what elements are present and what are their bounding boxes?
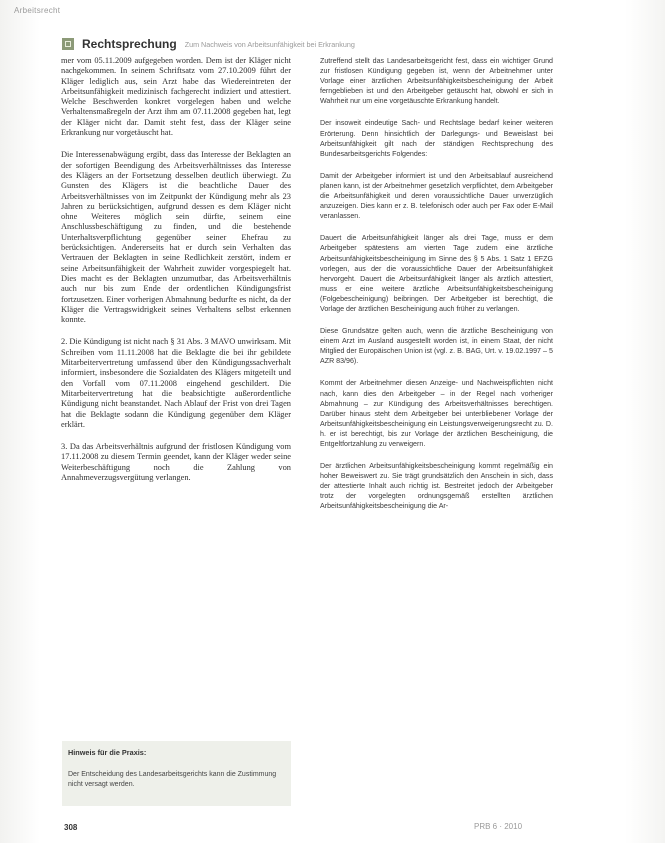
right-paragraph-3: Damit der Arbeitgeber informiert ist und den Arbeitsablauf ausreichend planen kann, ist der Arbeitnehmer gesetzlich verpflichtet, dem Arbeitgeber die Arbeitsunfähigkeit und deren voraussichtliche Dauer unverzüglich anzuzeigen. Dies kann er z. B. telefonisch oder auch per Fax oder E-Mail veranlassen. — [320, 171, 553, 221]
left-paragraph-3: 2. Die Kündigung ist nicht nach § 31 Abs. 3 MAVO unwirksam. Mit Schreiben vom 11.11.2008 hat die Beklagte die bei ihr gebildete Mitarbeitervertretung umfassend über den Kündigungssachverhalt informiert, insbesondere die Sozialdaten des Klägers mitgeteilt und den Vorfall vom 07.11.2008 eingehend geschildert. Die Mitarbeitervertretung hat die beabsichtigte außerordentliche Kündigung nicht beanstandet. Nach Ablauf der Frist von drei Tagen hat die Beklagte sodann die Kündigung gegenüber dem Kläger erklärt. — [61, 337, 291, 429]
right-paragraph-6: Kommt der Arbeitnehmer diesen Anzeige- und Nachweispflichten nicht nach, kann dies den Arbeitgeber – in der Regel nach vorheriger Abmahnung – zur Kündigung des Arbeitsverhältnisses berechtigen. Darüber hinaus steht dem Arbeitgeber bei unterbliebener Vorlage der Arbeitsunfähigkeitsbescheinigung ein Leistungsverweigerungsrecht zu. D. h. er ist berechtigt, bis zur Vorlage der ärztlichen Bescheinigung, die Entgeltfortzahlung zu verweigern. — [320, 379, 553, 448]
page-number: 308 — [64, 823, 78, 832]
hint-text: Der Entscheidung des Landesarbeitsgerichts kann die Zustimmung nicht versagt werden. — [68, 771, 277, 788]
header-title: Rechtsprechung — [82, 37, 177, 51]
right-column — [320, 56, 553, 524]
left-column — [61, 56, 291, 495]
header-subtitle: Zum Nachweis von Arbeitsunfähigkeit bei Erkrankung — [184, 39, 355, 49]
journal-reference: PRB 6 · 2010 — [474, 822, 523, 831]
left-paragraph-2: Die Interessenabwägung ergibt, dass das Interesse der Beklagten an der sofortigen Beendigung des Arbeitsverhältnisses das Interesse des Klägers an der Fortsetzung desselben deutlich überwiegt. Zu Gunsten des Klägers ist die beachtliche Dauer des Arbeitsverhältnisses von im Zeitpunkt der Kündigung mehr als 23 Jahren zu berücksichtigen, aufgrund dessen es dem Kläger nicht ohne Weiteres möglich sein dürfte, seinem eine Anschlussbeschäftigung zu finden, und die bestehende Unterhaltsverpflichtung gegenüber seiner Ehefrau zu berücksichtigen. Andererseits hat er durch sein Verhalten das Vertrauen der Beklagten in seine Redlichkeit zerstört, indem er seine Arbeitsunfähigkeit der Wahrheit zuwider vorgespiegelt hat. Dies macht es der Beklagten unzumutbar, das Arbeitsverhältnis auch nur bis zum Ende der ordentlichen Kündigungsfrist fortzusetzen. Einer vorherigen Abmahnung bedurfte es nicht, da der Kläger die Vertragswidrigkeit seines Verhaltens selbst erkennen konnte. — [61, 150, 291, 325]
right-paragraph-5: Diese Grundsätze gelten auch, wenn die ärztliche Bescheinigung von einem Arzt im Ausland ausgestellt worden ist, in einem Staat, der nicht Mitglied der Europäischen Union ist (vgl. z. B. BAG, Urt. v. 19.02.1997 – 5 AZR 83/96). — [320, 327, 553, 366]
right-paragraph-4: Dauert die Arbeitsunfähigkeit länger als drei Tage, muss er dem Arbeitgeber spätestens am vierten Tage zudem eine ärztliche Arbeitsunfähigkeitsbescheinigung im Sinne des § 5 Abs. 1 Satz 1 EFZG vorlegen, aus der die voraussichtliche Dauer der Arbeitsunfähigkeit hervorgeht. Dauert die Arbeitsunfähigkeit länger als ärztlich attestiert, muss er eine weitere ärztliche Arbeitsunfähigkeitsbescheinigung (Folgebescheinigung) beibringen. Der Arbeitgeber ist berechtigt, die Vorlage der ärztlichen Bescheinigung auch früher zu verlangen. — [320, 234, 553, 313]
hint-title: Hinweis für die Praxis: — [68, 748, 147, 757]
right-paragraph-2: Der insoweit eindeutige Sach- und Rechtslage bedarf keiner weiteren Erörterung. Denn hinsichtlich der Darlegungs- und Beweislast bei Arbeitsunfähigkeit gilt nach der ständigen Rechtsprechung des Bundesarbeitsgerichts Folgendes: — [320, 119, 553, 158]
section-label: Arbeitsrecht — [14, 6, 61, 15]
practice-hint-box — [62, 741, 291, 806]
section-square-icon — [62, 38, 74, 50]
right-paragraph-7: Der ärztlichen Arbeitsunfähigkeitsbescheinigung kommt regelmäßig ein hoher Beweiswert zu. Sie trägt grundsätzlich den Anschein in sich, dass der attestierte Inhalt auch richtig ist. Bestreitet jedoch der Arbeitgeber trotz der vorgelegten ordnungsgemäß erstellten ärztlichen Arbeitsunfähigkeitsbescheinigung die Ar- — [320, 462, 553, 511]
right-paragraph-1: Zutreffend stellt das Landesarbeitsgericht fest, dass ein wichtiger Grund zur fristlosen Kündigung gegeben ist, wenn der Arbeitnehmer unter Vorlage einer ärztlichen Arbeitsunfähigkeitsbescheinigung der Arbeit ferngeblieben ist und den Arbeitgeber getäuscht hat, obwohl er sich in Wahrheit nur um eine vorgetäuschte Erkrankung handelt. — [320, 57, 553, 106]
left-paragraph-1: mer vom 05.11.2009 aufgegeben worden. Dem ist der Kläger nicht nachgekommen. In seinem Schriftsatz vom 27.10.2009 führt der Kläger lediglich aus, sein Arzt habe das Wiedereintreten der Arbeitsunfähigkeit medizinisch fachgerecht indiziert und attestiert. Welche Beschwerden konkret vorgelegen haben und welche Verhaltensmaßregeln der Arzt ihm am 07.11.2008 gegeben hat, legt der Kläger nicht dar. Damit steht fest, dass der Kläger seine Erkrankung nur vorgetäuscht hat. — [61, 56, 291, 138]
left-paragraph-4: 3. Da das Arbeitsverhältnis aufgrund der fristlosen Kündigung vom 17.11.2008 zu diesem Termin geendet, kann der Kläger weder seine Weiterbeschäftigung noch die Zahlung von Annahmeverzugsvergütung verlangen. — [61, 442, 291, 482]
page-header — [62, 36, 652, 52]
